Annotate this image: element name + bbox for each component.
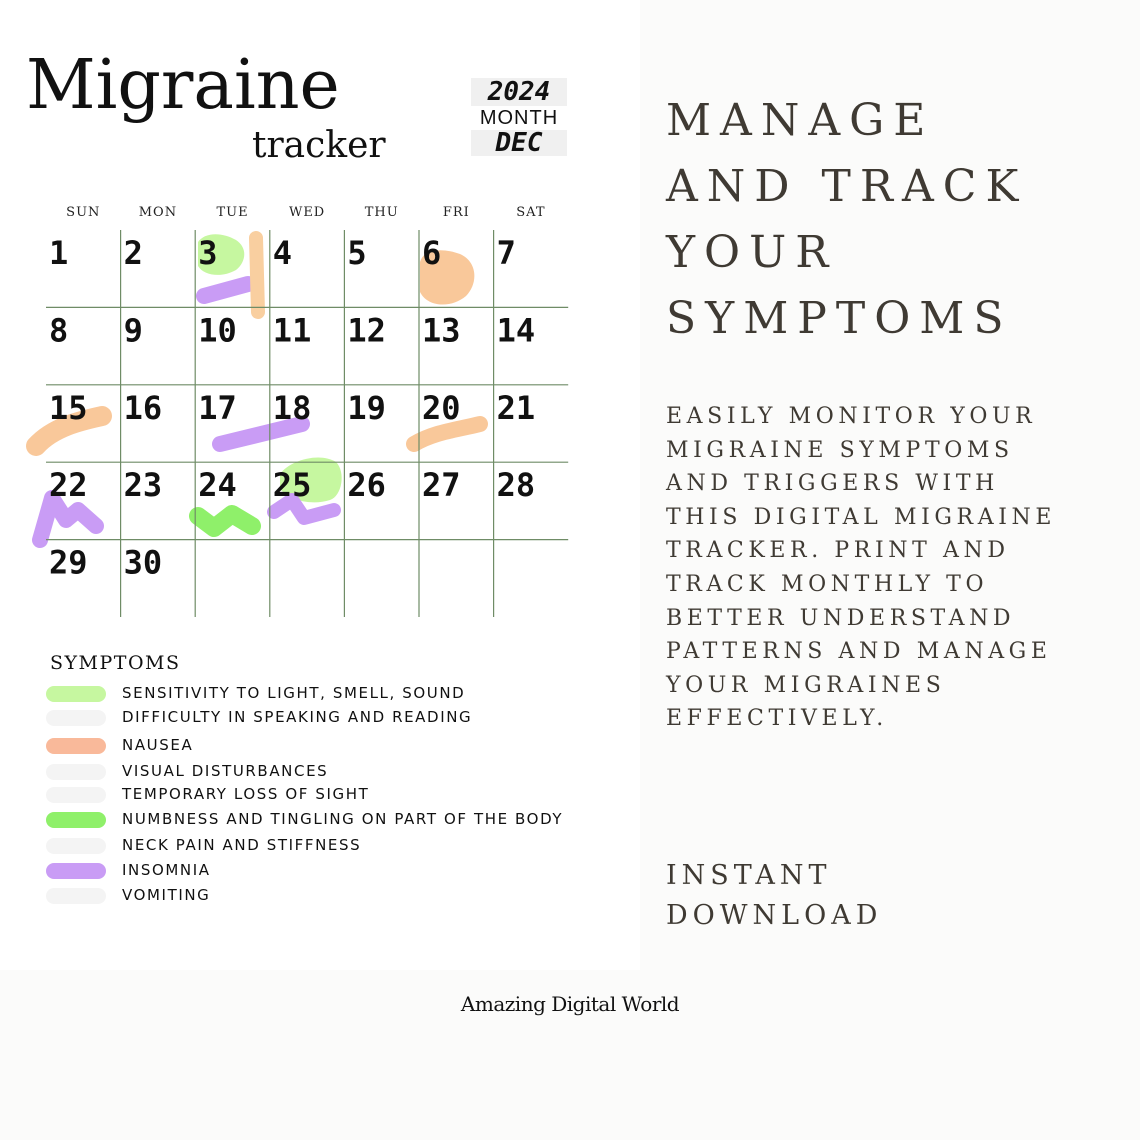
day-number[interactable]: 17 — [198, 388, 237, 427]
highlight-nausea — [256, 238, 258, 312]
day-number[interactable]: 28 — [496, 466, 536, 505]
headline-line: YOUR — [666, 227, 838, 278]
legend-label: NAUSEA — [122, 736, 194, 754]
legend-label: VOMITING — [122, 886, 211, 904]
day-number[interactable]: 5 — [347, 234, 367, 272]
legend-swatch — [46, 863, 106, 879]
day-number[interactable]: 11 — [272, 311, 312, 350]
weekday-header — [66, 205, 545, 220]
day-number[interactable]: 4 — [272, 234, 293, 272]
day-number[interactable]: 30 — [123, 543, 163, 582]
legend-item — [40, 682, 640, 704]
legend-item — [40, 734, 640, 756]
legend-label: SENSITIVITY TO LIGHT, SMELL, SOUND — [122, 684, 466, 702]
symptom-highlights — [36, 234, 480, 540]
highlight-insomnia — [40, 498, 96, 540]
legend-label: NUMBNESS AND TINGLING ON PART OF THE BODY — [122, 810, 564, 828]
tracker-subtitle: tracker — [252, 125, 386, 166]
legend-label: DIFFICULTY IN SPEAKING AND READING — [122, 708, 473, 726]
description-line: BETTER UNDERSTAND — [666, 605, 1016, 631]
day-number[interactable]: 10 — [198, 311, 237, 350]
legend-swatch — [46, 738, 106, 754]
description-line: EFFECTIVELY. — [666, 706, 888, 732]
weekday-label: WED — [288, 205, 326, 220]
headline-line: MANAGE — [666, 95, 935, 146]
description-line: YOUR MIGRAINES — [666, 672, 946, 698]
day-number[interactable]: 26 — [347, 466, 386, 505]
day-number[interactable]: 14 — [496, 311, 536, 350]
headline-line: SYMPTOMS — [666, 293, 1013, 344]
symptoms-title: SYMPTOMS — [50, 652, 181, 674]
legend-label: INSOMNIA — [122, 861, 211, 879]
legend-swatch — [46, 838, 106, 854]
headline-line: AND TRACK — [666, 161, 1028, 212]
day-number[interactable]: 7 — [496, 234, 516, 272]
headline — [666, 88, 1106, 352]
day-number[interactable]: 20 — [422, 388, 461, 427]
day-number[interactable]: 19 — [347, 388, 386, 427]
legend-item — [40, 808, 640, 830]
description-line: TRACK MONTHLY TO — [666, 571, 989, 597]
weekday-label: SUN — [66, 205, 101, 220]
day-number[interactable]: 21 — [496, 388, 536, 427]
legend-item — [40, 706, 640, 728]
month-value: DEC — [471, 130, 567, 156]
cta-line: INSTANT — [666, 860, 832, 891]
legend-item — [40, 783, 640, 805]
day-number[interactable]: 24 — [198, 466, 237, 505]
year-value: 2024 — [471, 78, 567, 106]
description-line: TRACKER. PRINT AND — [666, 538, 1010, 564]
legend-label: TEMPORARY LOSS OF SIGHT — [122, 785, 370, 803]
description — [666, 400, 1106, 736]
weekday-label: SAT — [516, 205, 546, 220]
day-number[interactable]: 27 — [422, 466, 461, 505]
legend-label: VISUAL DISTURBANCES — [122, 762, 329, 780]
description-line: PATTERNS AND MANAGE — [666, 639, 1052, 665]
calendar-grid — [0, 0, 640, 640]
weekday-label: THU — [364, 205, 399, 220]
day-number[interactable]: 16 — [123, 388, 163, 427]
tracker-title: Migraine — [26, 46, 340, 125]
legend-item — [40, 884, 640, 906]
description-line: AND TRIGGERS WITH — [666, 471, 999, 497]
day-number[interactable]: 12 — [347, 311, 386, 350]
legend-swatch — [46, 764, 106, 780]
day-number[interactable]: 15 — [49, 388, 88, 427]
legend-swatch — [46, 888, 106, 904]
highlight-insomnia — [204, 284, 248, 296]
legend-swatch — [46, 686, 106, 702]
description-line: THIS DIGITAL MIGRAINE — [666, 504, 1057, 530]
legend-swatch — [46, 710, 106, 726]
weekday-label: FRI — [442, 205, 470, 220]
description-line: EASILY MONITOR YOUR — [666, 404, 1037, 429]
legend-swatch — [46, 812, 106, 828]
day-number[interactable]: 2 — [123, 234, 143, 272]
highlight-nausea — [414, 424, 480, 444]
weekday-label: MON — [138, 205, 178, 220]
legend-item — [40, 760, 640, 782]
day-number[interactable]: 18 — [272, 388, 312, 427]
instant-download-text — [666, 856, 966, 936]
day-number[interactable]: 29 — [49, 543, 88, 582]
day-number[interactable]: 9 — [123, 311, 143, 350]
day-number[interactable]: 22 — [49, 466, 88, 505]
weekday-label: TUE — [216, 205, 249, 220]
legend-item — [40, 834, 640, 856]
day-number[interactable]: 8 — [49, 311, 69, 350]
description-line: MIGRAINE SYMPTOMS — [666, 437, 1014, 463]
legend-label: NECK PAIN AND STIFFNESS — [122, 836, 362, 854]
legend-item — [40, 859, 640, 881]
legend-swatch — [46, 787, 106, 803]
day-number[interactable]: 23 — [123, 466, 163, 505]
day-number[interactable]: 13 — [422, 311, 461, 350]
highlight-insomnia — [220, 424, 302, 444]
day-number[interactable]: 1 — [49, 234, 69, 272]
day-number[interactable]: 6 — [422, 234, 442, 272]
month-label: MONTH — [479, 107, 559, 129]
brand-name: Amazing Digital World — [460, 992, 680, 1016]
day-number[interactable]: 3 — [198, 234, 218, 272]
day-number[interactable]: 25 — [272, 466, 312, 505]
cta-line: DOWNLOAD — [666, 900, 883, 931]
highlight-numbness — [198, 514, 252, 528]
